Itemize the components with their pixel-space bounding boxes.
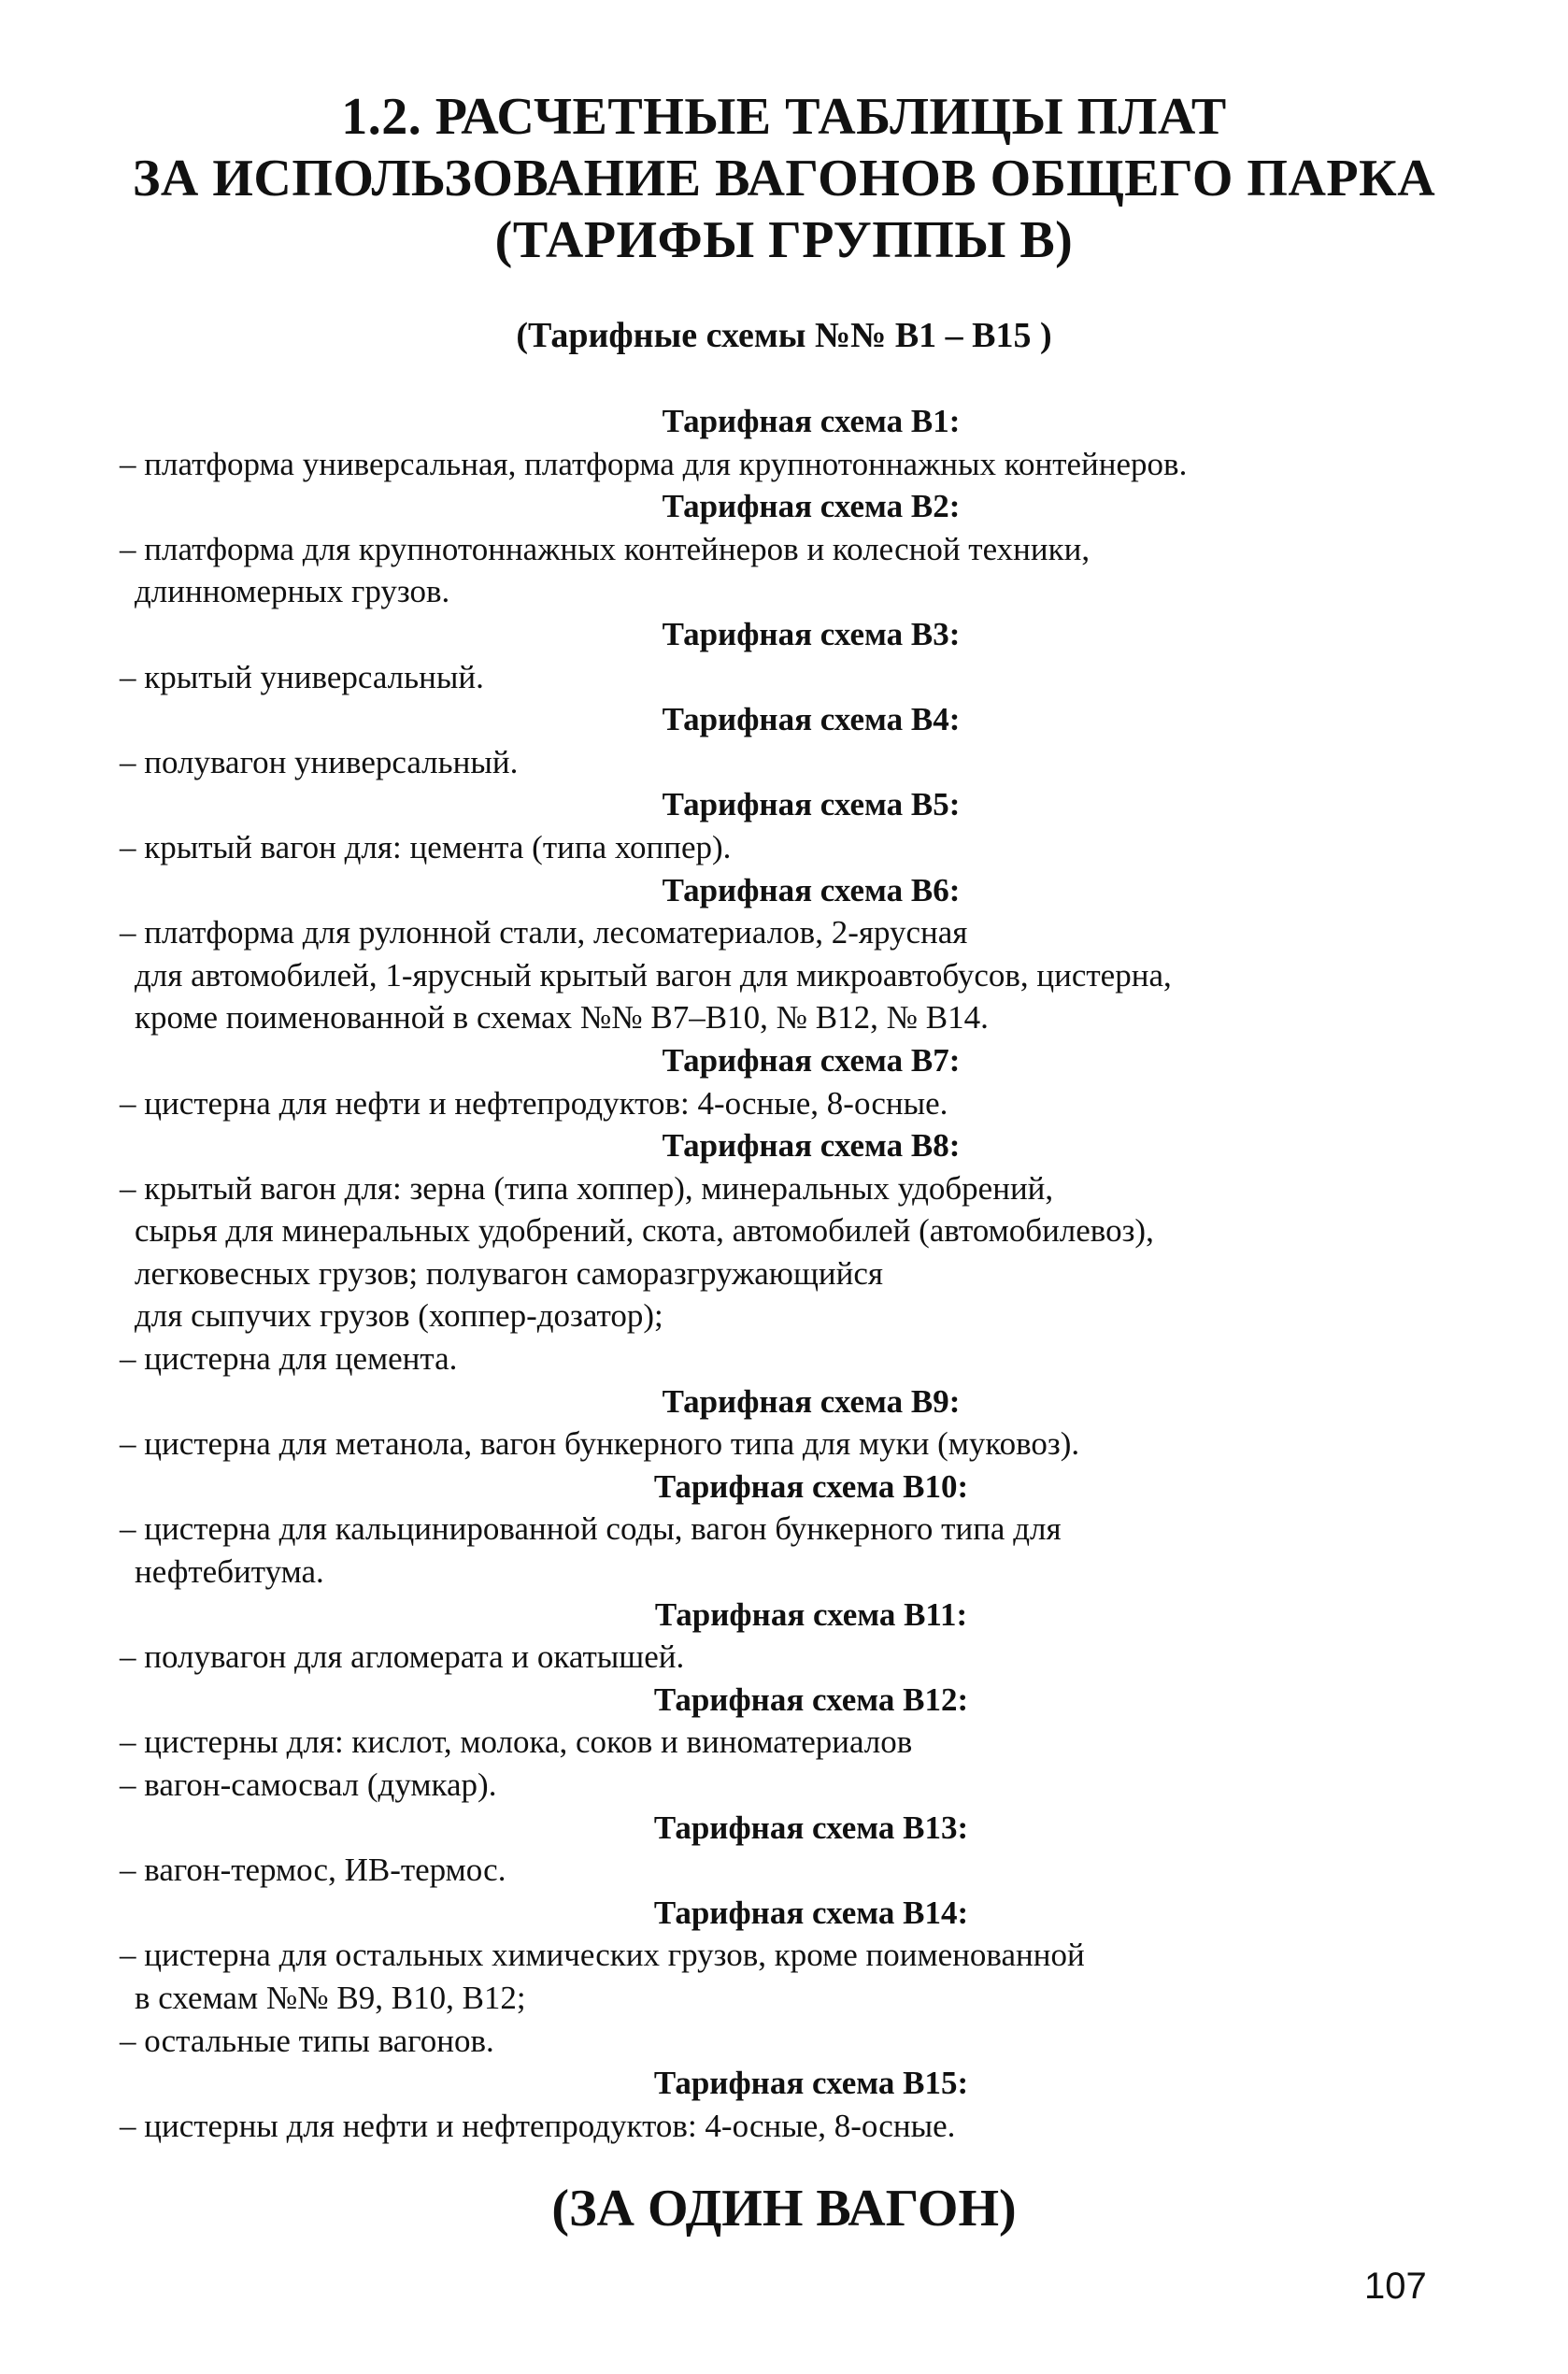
scheme-heading: Тарифная схема В4: xyxy=(662,701,961,738)
scheme-description-line: – платформа для крупнотоннажных контейнеров и колесной техники, xyxy=(120,530,1090,567)
page-title xyxy=(0,86,1568,271)
scheme-heading: Тарифная схема В5: xyxy=(662,786,961,823)
scheme-heading: Тарифная схема В7: xyxy=(662,1041,961,1079)
scheme-heading: Тарифная схема В11: xyxy=(654,1595,968,1633)
scheme-heading: Тарифная схема В12: xyxy=(653,1680,969,1718)
footer-note: (ЗА ОДИН ВАГОН) xyxy=(551,2180,1017,2238)
scheme-description-line: – крытый универсальный. xyxy=(120,658,484,695)
scheme-description-line: – цистерна для остальных химических грузов, кроме поименованной xyxy=(120,1937,1085,1974)
scheme-heading: Тарифная схема В15: xyxy=(653,2065,969,2102)
scheme-heading: Тарифная схема В1: xyxy=(662,403,961,439)
scheme-description-line: – полувагон универсальный. xyxy=(120,743,519,780)
scheme-heading: Тарифная схема В8: xyxy=(662,1127,961,1165)
scheme-description-line: – цистерна для кальцинированной соды, вагон бункерного типа для xyxy=(120,1510,1062,1548)
scheme-heading: Тарифная схема В3: xyxy=(662,615,961,652)
scheme-description-line: – полувагон для агломерата и окатышей. xyxy=(120,1638,685,1676)
scheme-heading: Тарифная схема В2: xyxy=(662,488,961,525)
scheme-description-line: – цистерна для нефти и нефтепродуктов: 4-осные, 8-осные. xyxy=(120,1084,948,1122)
title-line-2: ЗА ИСПОЛЬЗОВАНИЕ ВАГОНОВ ОБЩЕГО ПАРКА xyxy=(132,150,1436,207)
scheme-description-line: – крытый вагон для: зерна (типа хоппер), минеральных удобрений, xyxy=(120,1169,1054,1207)
scheme-description-line: длинномерных грузов. xyxy=(135,573,450,610)
title-line-3: (ТАРИФЫ ГРУППЫ В) xyxy=(494,211,1074,269)
scheme-description-line: легковесных грузов; полувагон саморазгружающийся xyxy=(135,1254,884,1292)
scheme-heading: Тарифная схема В13: xyxy=(653,1809,969,1846)
scheme-description-line: – крытый вагон для: цемента (типа хоппер). xyxy=(120,828,732,865)
scheme-description-line: для сыпучих грузов (хоппер-дозатор); xyxy=(135,1297,663,1335)
scheme-heading: Тарифная схема В10: xyxy=(653,1467,969,1505)
subtitle: (Тарифные схемы №№ В1 – В15 ) xyxy=(516,316,1052,355)
title-line-1: 1.2. РАСЧЕТНЫЕ ТАБЛИЦЫ ПЛАТ xyxy=(341,88,1227,146)
scheme-description-line: – цистерны для: кислот, молока, соков и виноматериалов xyxy=(120,1723,913,1761)
scheme-description-line: – платформа универсальная, платформа для крупнотоннажных контейнеров. xyxy=(120,445,1188,482)
scheme-heading: Тарифная схема В14: xyxy=(653,1894,969,1931)
scheme-description-line: – остальные типы вагонов. xyxy=(120,2022,494,2059)
scheme-description-line: сырья для минеральных удобрений, скота, автомобилей (автомобилевоз), xyxy=(135,1212,1154,1250)
scheme-description-line: – цистерны для нефти и нефтепродуктов: 4-осные, 8-осные. xyxy=(120,2107,956,2144)
scheme-description-line: – цистерна для цемента. xyxy=(120,1340,458,1378)
scheme-description-line: нефтебитума. xyxy=(135,1553,324,1591)
scheme-description-line: – платформа для рулонной стали, лесоматериалов, 2-ярусная xyxy=(120,914,968,951)
scheme-description-line: – вагон-термос, ИВ-термос. xyxy=(120,1852,506,1889)
scheme-description-line: в схемам №№ В9, В10, В12; xyxy=(135,1979,526,2016)
scheme-heading: Тарифная схема В9: xyxy=(662,1382,961,1420)
scheme-description-line: для автомобилей, 1-ярусный крытый вагон для микроавтобусов, цистерна, xyxy=(135,956,1172,994)
scheme-description-line: кроме поименованной в схемах №№ В7–В10, № В12, № В14. xyxy=(135,999,989,1037)
scheme-description-line: – вагон-самосвал (думкар). xyxy=(120,1766,497,1803)
scheme-heading: Тарифная схема В6: xyxy=(662,871,961,908)
schemes-list xyxy=(120,400,1447,2147)
page-number: 107 xyxy=(1364,2266,1427,2307)
scheme-description-line: – цистерна для метанола, вагон бункерного типа для муки (муковоз). xyxy=(120,1425,1080,1463)
